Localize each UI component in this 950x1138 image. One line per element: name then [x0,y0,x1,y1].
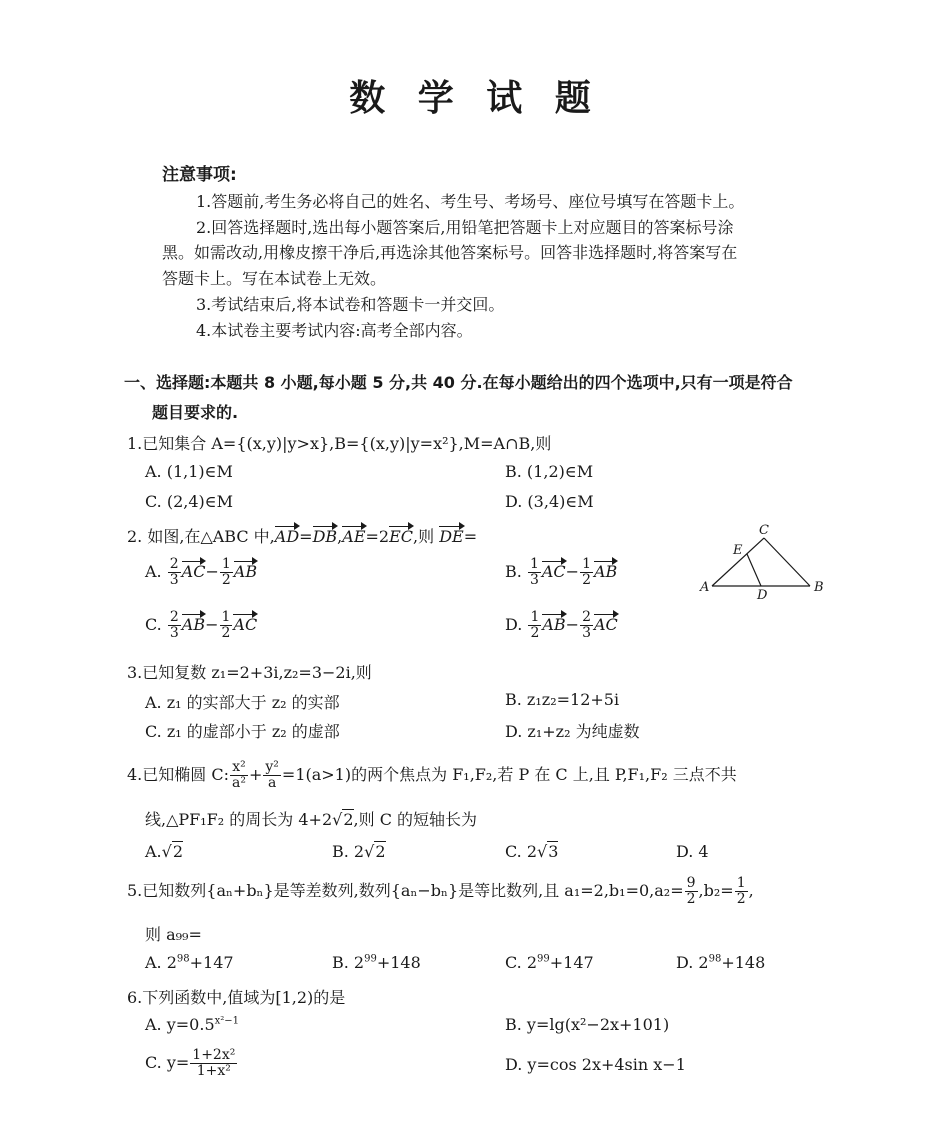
segment-de [747,554,761,586]
q4-stem-cont: 线,△PF₁F₂ 的周长为 4+2√2,则 C 的短轴长为 [145,810,478,829]
page-title: 数 学 试 题 [349,78,601,119]
q2-option-d: D. $\frac{1}{2}$ AB− $\frac{2}{3}$ AC [505,609,618,641]
q5-stem-cont: 则 a₉₉= [145,925,202,944]
q2-option-a: A. $\frac{2}{3}$ AC− $\frac{1}{2}$ AB [145,556,258,588]
point-e-label: E [733,543,743,558]
q6-stem: 6.下列函数中,值域为[1,2)的是 [127,988,346,1007]
q3-option-a: A. z₁ 的实部大于 z₂ 的实部 [145,693,340,712]
q5-stem: 5.已知数列{aₙ+bₙ}是等差数列,数列{aₙ−bₙ}是等比数列,且 a₁=2,b₁=0,a₂= $\frac{9}{2}$ ,b₂= $\frac{1}{2}$ , [127,875,754,907]
q6-option-b: B. y=lg(x²−2x+101) [505,1015,670,1034]
q5-option-d: D. $2^{98}+148$ [676,953,766,972]
q1-stem: 1.已知集合 A={(x,y)|y>x},B={(x,y)|y=x²},M=A∩B,则 [127,434,552,453]
notice-item-2-cont: 黑。如需改动,用橡皮擦干净后,再选涂其他答案标号。回答非选择题时,将答案写在 [162,243,738,262]
q6-option-a: A. $y=0.5^{x^2-1}$ [145,1015,240,1034]
q4-option-d: D. 4 [676,842,709,861]
triangle-figure [690,518,830,602]
q3-stem: 3.已知复数 z₁=2+3i,z₂=3−2i,则 [127,663,372,682]
q2-option-b: B. $\frac{1}{3}$ AC− $\frac{1}{2}$ AB [505,556,618,588]
q1-option-b: B. (1,2)∈M [505,462,594,481]
q4-stem: 4.已知椭圆 C: $\frac{\text{x²}}{\text{a²}}$ + $\frac{\text{y²}}{a}$ =1(a>1)的两个焦点为 F₁,F₂,若 P 在 C 上,且 P,F₁,F₂ 三点不共 [127,759,737,791]
q4-option-c: C. 2√3 [505,842,559,861]
q1-option-c: C. (2,4)∈M [145,492,233,511]
notice-item-2: 2.回答选择题时,选出每小题答案后,用铅笔把答题卡上对应题目的答案标号涂 [196,218,734,237]
notice-item-4: 4.本试卷主要考试内容:高考全部内容。 [196,321,473,340]
vertex-a-label: A [700,580,710,595]
q6-option-d: D. y=cos 2x+4sin x−1 [505,1055,686,1074]
notice-item-3: 3.考试结束后,将本试卷和答题卡一并交回。 [196,295,505,314]
q4-option-a: A.√2 [145,842,184,861]
notice-item-1: 1.答题前,考生务必将自己的姓名、考生号、考场号、座位号填写在答题卡上。 [196,192,745,211]
section-heading: 一、选择题:本题共 8 小题,每小题 5 分,共 40 分.在每小题给出的四个选项中,只有一项是符合 [124,373,793,392]
section-heading-cont: 题目要求的. [152,403,239,422]
point-d-label: D [757,588,768,602]
q5-option-a: A. $2^{98}+147$ [145,953,234,972]
q4-option-b: B. 2√2 [332,842,386,861]
q3-option-b: B. z₁z₂=12+5i [505,690,620,709]
q5-option-b: B. $2^{99}+148$ [332,953,421,972]
notice-heading: 注意事项: [162,165,237,185]
q1-option-d: D. (3,4)∈M [505,492,594,511]
notice-item-2-end: 答题卡上。写在本试卷上无效。 [162,269,387,288]
q5-option-c: C. $2^{99}+147$ [505,953,594,972]
vertex-b-label: B [814,580,824,595]
q2-stem: 2. 如图,在△ABC 中,AD=DB,AE=2EC,则 DE= [127,527,478,546]
side-cb [764,538,810,586]
q3-option-c: C. z₁ 的虚部小于 z₂ 的虚部 [145,722,340,741]
q6-option-c: C. y= $\frac{\text{1+2x²}}{\text{1+x²}}$ [145,1047,236,1079]
vertex-c-label: C [759,523,769,538]
q1-option-a: A. (1,1)∈M [145,462,233,481]
q2-option-c: C. $\frac{2}{3}$ AB− $\frac{1}{2}$ AC [145,609,258,641]
q3-option-d: D. z₁+z₂ 为纯虚数 [505,722,640,741]
